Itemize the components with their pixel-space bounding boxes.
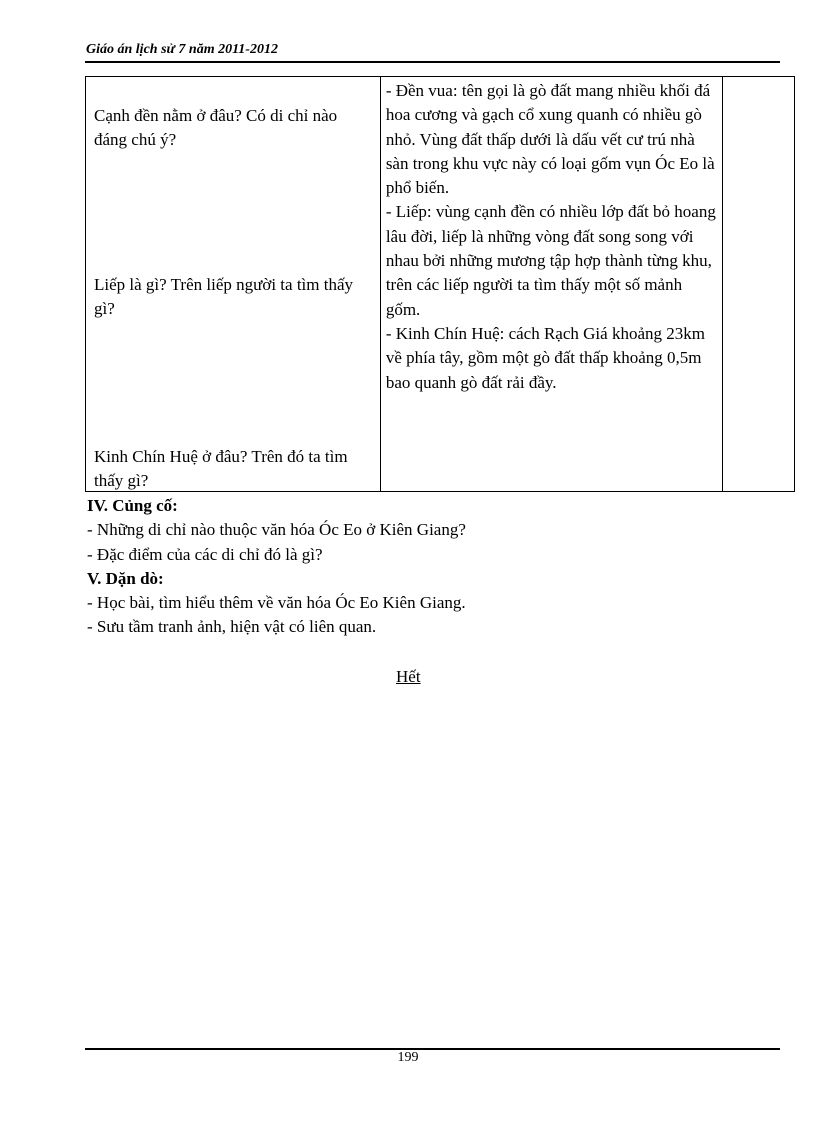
answer-2: - Liếp: vùng cạnh đền có nhiều lớp đất bỏ hoang lâu đời, liếp là những vòng đất song song với nhau bởi những mương tập hợp thành từng khu, trên các liếp người ta tìm thấy một số mảnh gốm.: [385, 202, 716, 319]
lesson-table: [85, 76, 795, 492]
question-2: Liếp là gì? Trên liếp người ta tìm thấy gì?: [94, 275, 354, 319]
question-3: Kinh Chín Huệ ở đâu? Trên đó ta tìm thấy gì?: [94, 447, 348, 491]
homework-item: - Học bài, tìm hiểu thêm về văn hóa Óc Eo Kiên Giang.: [87, 593, 466, 613]
questions-cell: [86, 77, 381, 492]
question-1: Cạnh đền nằm ở đâu? Có di chỉ nào đáng chú ý?: [94, 106, 338, 150]
notes-cell: [722, 77, 794, 492]
end-text: Hết: [396, 667, 421, 686]
answer-3: - Kinh Chín Huệ: cách Rạch Giá khoảng 23km về phía tây, gồm một gò đất thấp khoảng 0,5m bao quanh gò đất rải đầy.: [385, 323, 705, 392]
homework-item: - Sưu tầm tranh ảnh, hiện vật có liên quan.: [87, 617, 377, 637]
header-divider: [85, 61, 780, 63]
consolidation-heading: IV. Củng cố:: [87, 496, 178, 515]
consolidation-item: - Đặc điểm của các di chỉ đó là gì?: [87, 544, 323, 564]
answer-1: - Đền vua: tên gọi là gò đất mang nhiều khối đá hoa cương và gạch cổ xung quanh có nhiều gò nhỏ. Vùng đất thấp dưới là dấu vết cư trú nhà sàn trong khu vực này có loại gốm vụn Óc Eo là phổ biến.: [385, 81, 715, 198]
consolidation-item: - Những di chỉ nào thuộc văn hóa Óc Eo ở Kiên Giang?: [87, 520, 466, 540]
page-number: 199: [397, 1050, 419, 1065]
homework-heading: V. Dặn dò:: [87, 568, 164, 588]
table-row: [86, 77, 795, 492]
document-header-title: Giáo án lịch sử 7 năm 2011-2012: [86, 42, 278, 57]
answers-cell: [380, 77, 722, 492]
consolidation-section: [87, 494, 466, 640]
